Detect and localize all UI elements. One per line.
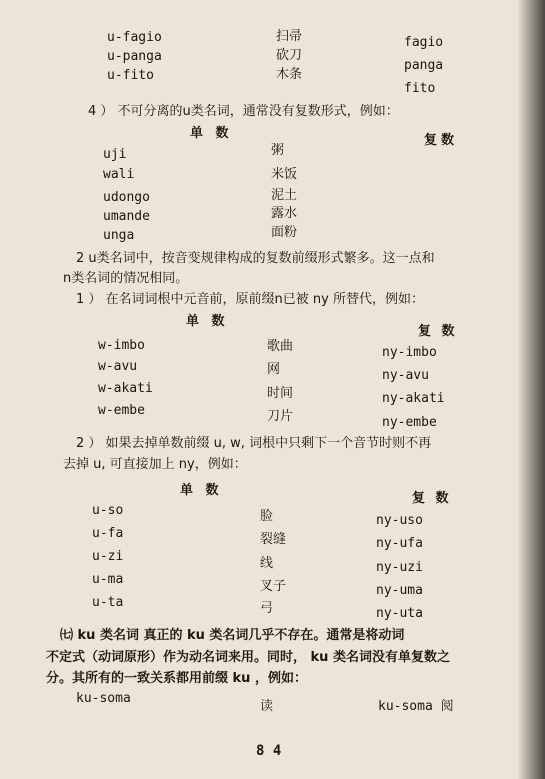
binding-shadow: [517, 0, 545, 779]
singular-word: u-fa: [92, 526, 124, 541]
section-line: 不定式（动词原形）作为动名词来用。同时， ku 类名词没有单复数之: [46, 650, 450, 665]
chinese-gloss: 歌曲: [267, 339, 294, 354]
rule-item-2: 2 ） 如果去掉单数前缀 u, w, 词根中只剩下一个音节时则不再: [76, 436, 432, 451]
plural-word: ny-akati: [382, 391, 445, 406]
chinese-gloss: 露水: [271, 206, 298, 221]
word: wali: [103, 167, 135, 182]
plural-word: ny-ufa: [376, 536, 423, 551]
chinese-gloss: 弓: [260, 601, 274, 616]
singular-word: u-fito: [107, 68, 154, 83]
chinese-gloss: 面粉: [271, 225, 298, 240]
singular-heading: 单 数: [190, 126, 233, 141]
page-number: 8 4: [256, 743, 282, 759]
paragraph-line: n类名词的情况相同。: [63, 271, 189, 286]
singular-word: u-panga: [107, 49, 162, 64]
chinese-gloss: 木条: [276, 67, 303, 82]
singular-heading: 单 数: [180, 483, 223, 498]
plural-word: ny-imbo: [382, 345, 437, 360]
chinese-gloss: 砍刀: [276, 48, 303, 63]
chinese-gloss: 粥: [271, 143, 285, 158]
chinese-gloss: 刀片: [267, 409, 294, 424]
singular-word: u-zi: [92, 549, 124, 564]
chinese-gloss: 时间: [267, 386, 294, 401]
plural-heading: 复数: [424, 133, 459, 148]
plural-word: fagio: [404, 35, 444, 50]
chinese-gloss: 裂缝: [260, 532, 287, 547]
singular-word: u-ta: [92, 595, 124, 610]
rule-item-1: 1 ） 在名词词根中元音前，原前缀n已被 ny 所替代，例如：: [76, 292, 424, 307]
rule-item-4: 4 ） 不可分离的u类名词，通常没有复数形式，例如：: [88, 104, 399, 119]
chinese-gloss: 米饭: [271, 167, 298, 182]
chinese-gloss: 脸: [260, 509, 274, 524]
section-line: 分。其所有的一致关系都用前缀 ku ，例如：: [46, 671, 307, 686]
chinese-gloss: 泥土: [271, 188, 298, 203]
plural-word: ny-uta: [376, 606, 423, 621]
singular-word: w-akati: [98, 381, 153, 396]
singular-word: w-imbo: [98, 338, 145, 353]
example-word: ku-soma 阅: [378, 699, 454, 714]
example-word: ku-soma: [76, 691, 131, 706]
singular-word: u-fagio: [107, 30, 162, 45]
paragraph-line: 2 u类名词中，按音变规律构成的复数前缀形式繁多。这一点和: [76, 251, 435, 266]
word: unga: [103, 228, 135, 243]
plural-heading: 复 数: [412, 491, 452, 506]
plural-word: ny-uso: [376, 513, 423, 528]
chinese-gloss: 扫帚: [276, 29, 303, 44]
section-heading-line: ㈦ ku 类名词 真正的 ku 类名词几乎不存在。通常是将动词: [60, 628, 405, 643]
chinese-gloss: 读: [260, 699, 274, 714]
chinese-gloss: 线: [260, 556, 274, 571]
chinese-gloss: 叉子: [260, 579, 287, 594]
chinese-gloss: 网: [267, 362, 281, 377]
plural-heading: 复 数: [418, 324, 458, 339]
singular-word: w-embe: [98, 403, 145, 418]
plural-word: ny-uzi: [376, 560, 423, 575]
plural-word: panga: [404, 58, 444, 73]
plural-word: ny-avu: [382, 368, 429, 383]
word: udongo: [103, 190, 150, 205]
plural-word: ny-embe: [382, 415, 437, 430]
word: umande: [103, 209, 150, 224]
singular-word: w-avu: [98, 359, 138, 374]
singular-word: u-so: [92, 503, 124, 518]
plural-word: ny-uma: [376, 583, 423, 598]
word: uji: [103, 147, 127, 162]
singular-word: u-ma: [92, 572, 124, 587]
singular-heading: 单 数: [186, 314, 229, 329]
plural-word: fito: [404, 81, 436, 96]
rule-item-2-continued: 去掉 u, 可直接加上 ny，例如：: [63, 457, 247, 472]
